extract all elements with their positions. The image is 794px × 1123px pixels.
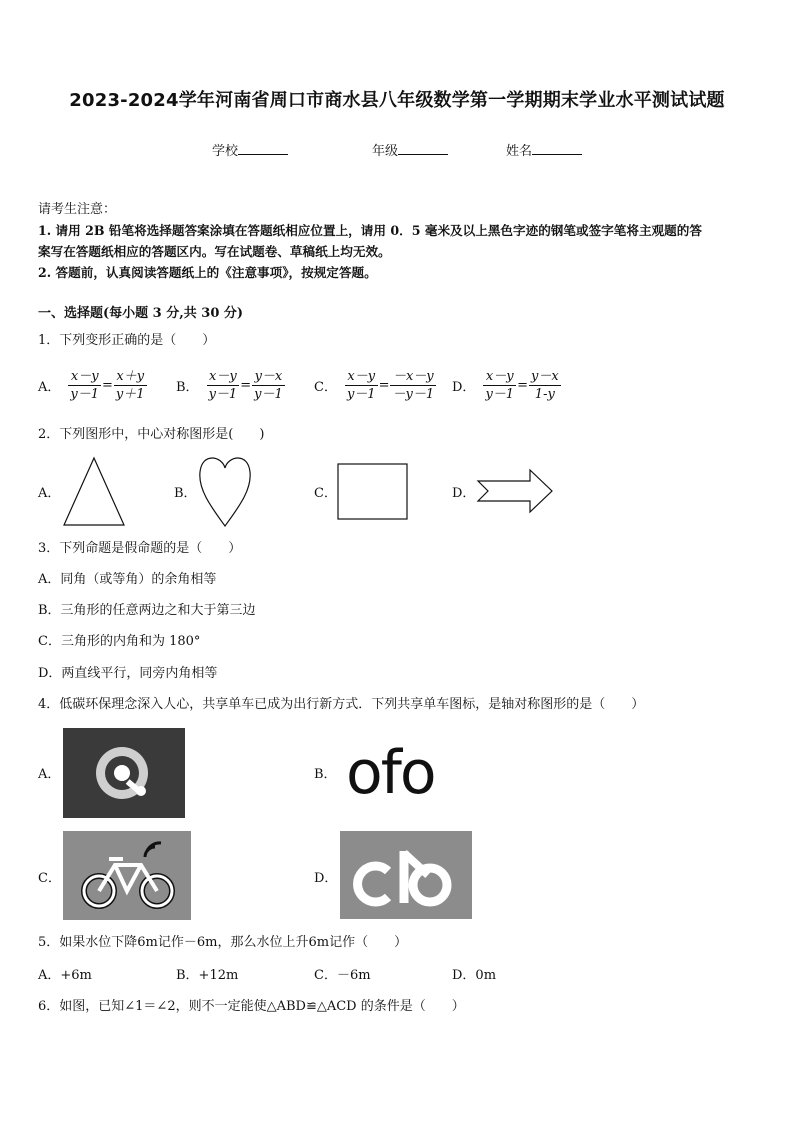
q5-option-b[interactable]: B．+12m (176, 968, 239, 983)
q1-option-label: B． (176, 380, 199, 395)
q3-option-c[interactable]: C．三角形的内角和为 180° (38, 634, 201, 649)
q1-option-d[interactable] (452, 368, 561, 403)
q4-option-b-label[interactable]: B． (314, 767, 337, 782)
equals-sign: = (240, 378, 252, 393)
q1-option-label: A． (38, 380, 61, 395)
bike-logo-c-icon (63, 831, 191, 920)
q3-option-b[interactable]: B．三角形的任意两边之和大于第三边 (38, 603, 256, 618)
bike-logo-d-icon (340, 831, 472, 919)
q2-option-d-label[interactable]: D． (452, 486, 476, 501)
q1-option-c[interactable] (314, 368, 436, 403)
notice-item-1a: 1. 请用 2B 铅笔将选择题答案涂填在答题纸相应位置上，请用 0．5 毫米及以上黑色字迹的钢笔或签字笔将主观题的答 (38, 223, 702, 238)
fraction-left: $\frac{x-y}{y-1}$ (208, 369, 238, 402)
q3-option-a[interactable]: A．同角（或等角）的余角相等 (38, 572, 217, 587)
equals-sign: = (102, 378, 113, 393)
fraction-right: $\frac{-x-y}{-y-1}$ (392, 369, 435, 402)
ofo-logo-icon: ofo (346, 738, 435, 808)
q3-stem: 3．下列命题是假命题的是（ ） (38, 541, 242, 556)
arrow-icon (476, 468, 556, 514)
q5-stem: 5．如果水位下降6m记作－6m，那么水位上升6m记作（ ） (38, 935, 408, 950)
grade-label: 年级 (372, 144, 399, 159)
q2-option-a-label[interactable]: A． (38, 486, 61, 501)
school-field (212, 140, 288, 159)
q1-option-label: D． (452, 380, 476, 395)
fraction-left: $\frac{x-y}{y-1}$ (346, 369, 376, 402)
fraction-right: $\frac{y-x}{y-1}$ (254, 369, 283, 402)
q1-option-a[interactable] (38, 368, 147, 403)
notice-item-1b: 案写在答题纸相应的答题区内。写在试题卷、草稿纸上均无效。 (38, 244, 391, 259)
q2-option-c-label[interactable]: C． (314, 486, 337, 501)
bike-logo-a-icon (63, 728, 185, 818)
fraction-right: $\frac{x+y}{y+1}$ (115, 369, 145, 402)
grade-blank[interactable] (398, 142, 448, 155)
page-title: 2023-2024学年河南省周口市商水县八年级数学第一学期期末学业水平测试试题 (69, 90, 725, 111)
rectangle-icon (337, 463, 409, 521)
school-label: 学校 (212, 144, 239, 159)
school-blank[interactable] (238, 142, 288, 155)
q6-stem: 6．如图，已知∠1＝∠2，则不一定能使△ABD≌△ACD 的条件是（ ） (38, 999, 465, 1014)
q2-option-b-label[interactable]: B． (174, 486, 197, 501)
q4-stem: 4．低碳环保理念深入人心，共享单车已成为出行新方式．下列共享单车图标，是轴对称图形的是（ ） (38, 697, 645, 712)
notice-head: 请考生注意： (38, 202, 117, 217)
equals-sign: = (378, 378, 390, 393)
q4-option-a-label[interactable]: A． (38, 767, 61, 782)
q4-option-d-label[interactable]: D． (314, 871, 338, 886)
q1-stem: 1．下列变形正确的是（ ） (38, 333, 216, 348)
fraction-left: $\frac{x-y}{y-1}$ (485, 369, 515, 402)
notice-item-2: 2. 答题前，认真阅读答题纸上的《注意事项》，按规定答题。 (38, 265, 377, 280)
name-field (506, 140, 582, 159)
name-label: 姓名 (506, 144, 533, 159)
q3-option-d[interactable]: D．两直线平行，同旁内角相等 (38, 666, 218, 681)
heart-icon (198, 454, 252, 528)
q1-option-label: C． (314, 380, 337, 395)
q5-option-a[interactable]: A．+6m (38, 968, 92, 983)
q5-option-d[interactable]: D．0m (452, 968, 497, 983)
section-title: 一、选择题(每小题 3 分,共 30 分) (38, 306, 244, 321)
fraction-right: $\frac{y-x}{1-y}$ (530, 369, 559, 402)
equals-sign: = (517, 378, 528, 393)
triangle-icon (62, 456, 126, 528)
q4-option-c-label[interactable]: C． (38, 871, 61, 886)
q1-option-b[interactable] (176, 368, 285, 403)
fraction-left: $\frac{x-y}{y-1}$ (70, 369, 100, 402)
q2-stem: 2．下列图形中，中心对称图形是( ) (38, 427, 265, 442)
q5-option-c[interactable]: C．－6m (314, 968, 371, 983)
name-blank[interactable] (532, 142, 582, 155)
grade-field (372, 140, 448, 159)
